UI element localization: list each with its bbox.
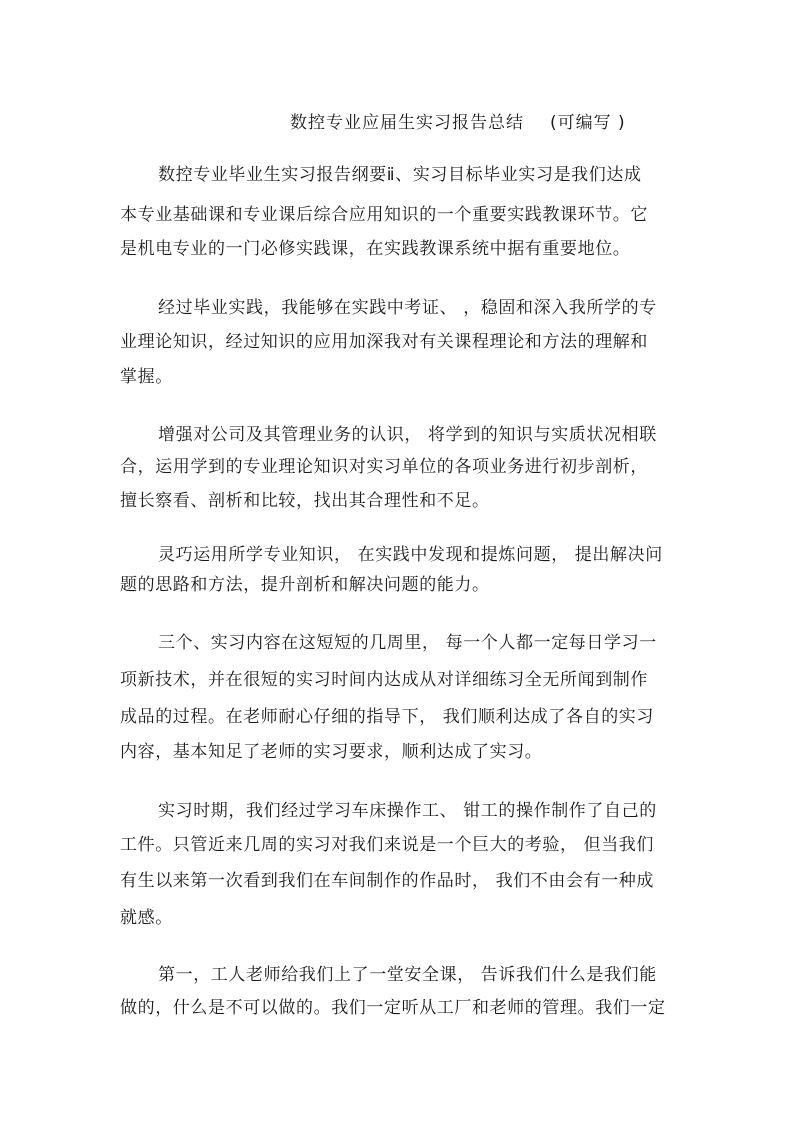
paragraph-line: 经过毕业实践，我能够在实践中考证、 ，稳固和深入我所学的专 [158,298,657,318]
paragraph-line: 业理论知识，经过知识的应用加深我对有关课程理论和方法的理解和 [120,332,648,352]
paragraph-line: 项新技术，并在很短的实习时间内达成从对详细练习全无所闻到制作 [120,670,648,690]
paragraph-line: 掌握。 [120,367,173,387]
paragraph-line: 做的，什么是不可以做的。我们一定听从工厂和老师的管理。我们一定 [120,998,666,1018]
paragraph-line: 合，运用学到的专业理论知识对实习单位的各项业务进行初步剖析， [120,457,648,477]
paragraph-line: 增强对公司及其管理业务的认识， 将学到的知识与实质状况相联 [158,425,657,445]
paragraph-line: 第一，工人老师给我们上了一堂安全课， 告诉我们什么是我们能 [158,965,657,985]
paragraph-line: 是机电专业的一门必修实践课，在实践教课系统中据有重要地位。 [120,239,631,259]
paragraph-line: 灵巧运用所学专业知识， 在实践中发现和提炼问题， 提出解决问 [158,545,663,565]
paragraph-line: 就感。 [120,908,173,928]
paragraph-line: 成品的过程。在老师耐心仔细的指导下， 我们顺利达成了各自的实习 [120,707,655,727]
title-text: 数控专业应届生实习报告总结 [290,113,524,133]
paragraph-line: 三个、实习内容在这短短的几周里， 每一个人都一定每日学习一 [158,633,657,653]
paragraph-line: 实习时期，我们经过学习车床操作工、 钳工的操作制作了自己的 [158,801,657,821]
document-title [290,108,626,133]
paragraph-line: 内容，基本知足了老师的实习要求，顺利达成了实习。 [120,742,543,762]
paragraph-line: 题的思路和方法，提升剖析和解决问题的能力。 [120,575,490,595]
paragraph-line: 工件。只管近来几周的实习对我们来说是一个巨大的考验， 但当我们 [120,835,655,855]
title-suffix: (可编写 ) [550,113,626,133]
paragraph-line: 本专业基础课和专业课后综合应用知识的一个重要实践教课环节。它 [120,205,648,225]
paragraph-line: 擅长察看、剖析和比较，找出其合理性和不足。 [120,491,490,511]
paragraph-line: 数控专业毕业生实习报告纲要ⅱ、实习目标毕业实习是我们达成 [158,165,642,185]
paragraph-line: 有生以来第一次看到我们在车间制作的作品时， 我们不由会有一种成 [120,871,655,891]
